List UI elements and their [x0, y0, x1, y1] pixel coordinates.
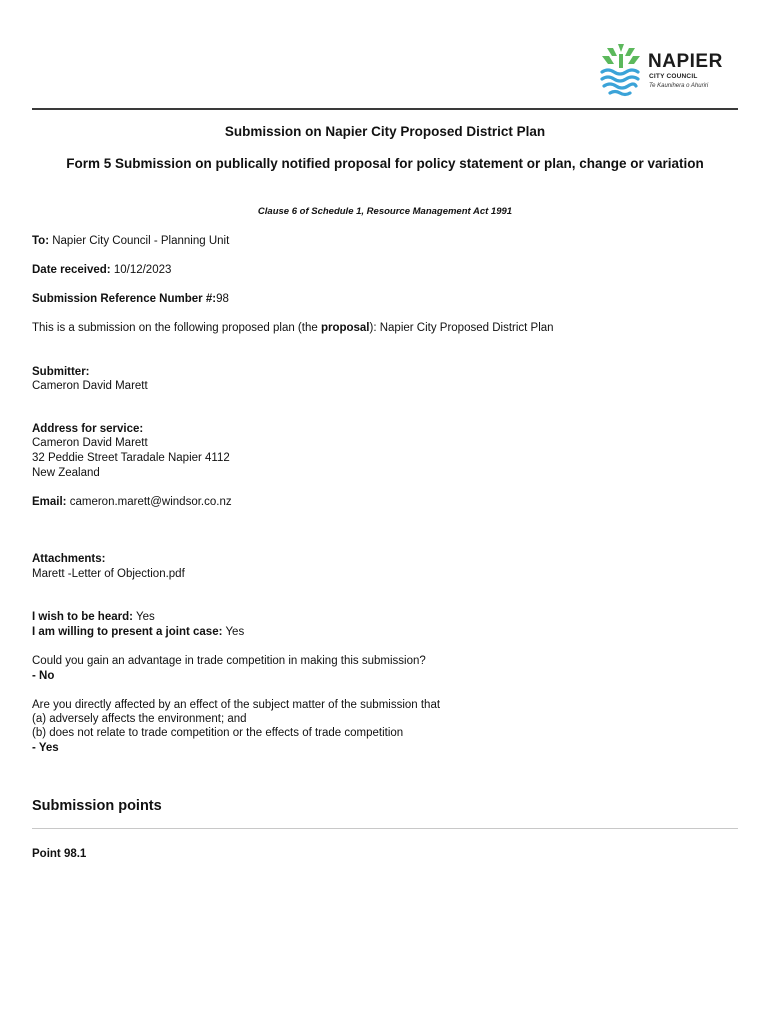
to-line	[32, 234, 738, 249]
logo-emblem-icon	[598, 42, 644, 98]
submitter-label: Submitter:	[32, 366, 90, 378]
proposal-suffix: ): Napier City Proposed District Plan	[369, 322, 554, 334]
address-label: Address for service:	[32, 423, 144, 435]
submission-points-divider	[32, 828, 738, 829]
address-line-3: New Zealand	[32, 467, 100, 479]
proposal-line	[32, 321, 738, 336]
attachments-label: Attachments:	[32, 553, 106, 565]
header-divider	[32, 108, 738, 110]
reference-number-label: Submission Reference Number #:	[32, 293, 217, 305]
form-subtitle: Form 5 Submission on publically notified proposal for policy statement or plan, change or variation	[66, 156, 704, 171]
wish-to-be-heard-label: I wish to be heard:	[32, 611, 133, 623]
wish-to-be-heard-value: Yes	[135, 611, 155, 623]
reference-number-line	[32, 292, 738, 307]
joint-case-line	[32, 625, 738, 640]
address-line-1: Cameron David Marett	[32, 437, 148, 449]
document-title: Submission on Napier City Proposed District Plan	[224, 124, 546, 139]
email-label: Email:	[32, 496, 67, 508]
affected-option-b: (b) does not relate to trade competition or the effects of trade competition	[32, 727, 404, 739]
to-value: Napier City Council - Planning Unit	[52, 235, 230, 247]
trade-answer: - No	[32, 670, 55, 682]
date-received-line	[32, 263, 738, 278]
address-line-2: 32 Peddie Street Taradale Napier 4112	[32, 452, 230, 464]
logo-tagline: Te Kaunihera o Ahuriri	[649, 83, 709, 89]
clause-reference: Clause 6 of Schedule 1, Resource Management Act 1991	[257, 206, 513, 217]
point-label: Point 98.1	[32, 848, 87, 860]
logo-subtitle: CITY COUNCIL	[649, 73, 698, 80]
to-label: To:	[32, 235, 50, 247]
email-line	[32, 495, 738, 510]
attachment-file[interactable]: Marett -Letter of Objection.pdf	[32, 568, 185, 580]
affected-option-a: (a) adversely affects the environment; and	[32, 713, 247, 725]
proposal-prefix: This is a submission on the following proposed plan (the	[32, 322, 321, 334]
joint-case-label: I am willing to present a joint case:	[32, 626, 223, 638]
trade-question: Could you gain an advantage in trade competition in making this submission?	[32, 655, 426, 667]
joint-case-value: Yes	[225, 626, 245, 638]
affected-question: Are you directly affected by an effect of the subject matter of the submission that	[32, 699, 441, 711]
submitter-name: Cameron David Marett	[32, 380, 148, 392]
date-received-value: 10/12/2023	[113, 264, 172, 276]
reference-number-value: 98	[216, 293, 229, 305]
logo-name: NAPIER	[648, 51, 723, 72]
wish-to-be-heard-line	[32, 610, 738, 625]
affected-answer: - Yes	[32, 742, 59, 754]
email-value[interactable]: cameron.marett@windsor.co.nz	[69, 496, 232, 508]
proposal-word: proposal	[320, 322, 370, 334]
date-received-label: Date received:	[32, 264, 111, 276]
napier-city-council-logo	[598, 42, 738, 100]
submission-points-heading: Submission points	[32, 798, 162, 814]
